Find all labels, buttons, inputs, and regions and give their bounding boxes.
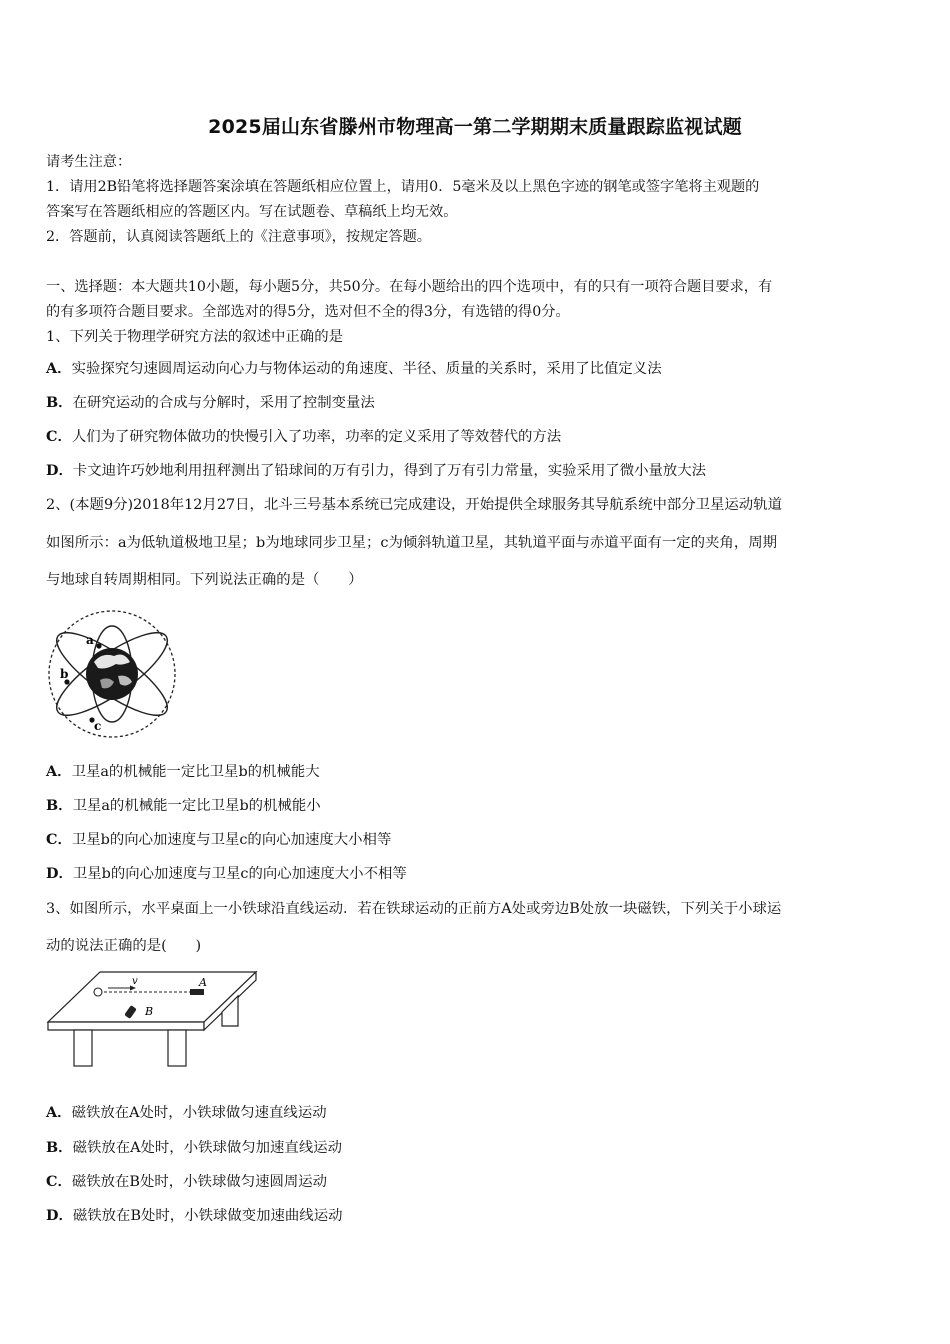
q1-option-b — [46, 393, 908, 413]
label-a: a — [86, 633, 94, 647]
option-text: 实验探究匀速圆周运动向心力与物体运动的角速度、半径、质量的关系时，采用了比值定义法 — [71, 361, 662, 377]
label-b: b — [60, 667, 69, 681]
q3-stem-line-1: 3、如图所示，水平桌面上一小铁球沿直线运动．若在铁球运动的正前方A处或旁边B处放一块磁铁，下列关于小球运 — [46, 901, 782, 917]
option-letter: A． — [46, 360, 72, 377]
option-letter: A． — [46, 763, 72, 780]
q2-option-a — [46, 762, 908, 782]
table-magnet-figure — [44, 966, 260, 1072]
option-letter: D． — [46, 865, 73, 882]
option-text: 在研究运动的合成与分解时，采用了控制变量法 — [72, 395, 375, 411]
label-B: B — [145, 1005, 154, 1018]
label-v: v — [132, 976, 138, 987]
option-text: 磁铁放在A处时，小铁球做匀速直线运动 — [71, 1105, 327, 1121]
table-front-edge — [48, 1022, 204, 1030]
q2-stem-line-2: 如图所示：a为低轨道极地卫星；b为地球同步卫星；c为倾斜轨道卫星，其轨道平面与赤道平面有一定的夹角，周期 — [46, 535, 777, 551]
q2-option-b — [46, 796, 908, 816]
option-text: 人们为了研究物体做功的快慢引入了功率，功率的定义采用了等效替代的方法 — [71, 429, 562, 445]
q1-option-c — [46, 427, 908, 447]
option-text: 卡文迪许巧妙地利用扭秤测出了铅球间的万有引力，得到了万有引力常量，实验采用了微小量放大法 — [72, 463, 707, 479]
magnet-a — [190, 989, 204, 995]
notice-item-2: 2．答题前，认真阅读答题纸上的《注意事项》，按规定答题。 — [46, 229, 431, 245]
option-text: 磁铁放在A处时，小铁球做匀加速直线运动 — [72, 1140, 342, 1156]
option-text: 卫星b的向心加速度与卫星c的向心加速度大小相等 — [71, 832, 392, 848]
satellite-a-dot — [96, 643, 101, 648]
option-text: 卫星a的机械能一定比卫星b的机械能大 — [71, 764, 320, 780]
notice-item-1-line-1: 1．请用2B铅笔将选择题答案涂填在答题纸相应位置上，请用0．5毫米及以上黑色字迹的钢笔或签字笔将主观题的 — [46, 179, 760, 195]
option-text: 卫星a的机械能一定比卫星b的机械能小 — [72, 798, 321, 814]
iron-ball — [94, 988, 102, 996]
option-text: 磁铁放在B处时，小铁球做匀速圆周运动 — [71, 1174, 328, 1190]
page-title: 2025届山东省滕州市物理高一第二学期期末质量跟踪监视试题 — [208, 116, 742, 138]
section-instructions-line-1: 一、选择题：本大题共10小题，每小题5分，共50分。在每小题给出的四个选项中，有的只有一项符合题目要求，有 — [46, 279, 773, 295]
q3-option-d — [46, 1206, 908, 1226]
option-letter: B． — [46, 1139, 73, 1156]
option-letter: B． — [46, 394, 73, 411]
q1-stem: 1、下列关于物理学研究方法的叙述中正确的是 — [46, 329, 343, 345]
q2-stem-line-1: 2、(本题9分)2018年12月27日，北斗三号基本系统已完成建设，开始提供全球服务其导航系统中部分卫星运动轨道 — [46, 497, 782, 513]
option-text: 卫星b的向心加速度与卫星c的向心加速度大小不相等 — [72, 866, 407, 882]
q3-option-c — [46, 1172, 908, 1192]
q3-stem-line-2: 动的说法正确的是( ) — [46, 938, 202, 954]
notice-heading: 请考生注意： — [46, 154, 132, 170]
table-leg-front-left — [74, 1030, 92, 1066]
q1-option-d — [46, 461, 908, 481]
q2-option-c — [46, 830, 908, 850]
q1-option-a — [46, 359, 908, 379]
q2-option-d — [46, 864, 908, 884]
table-leg-front-right — [168, 1030, 186, 1066]
option-letter: C． — [46, 831, 72, 848]
option-letter: C． — [46, 1173, 72, 1190]
label-A: A — [199, 976, 207, 989]
notice-item-1-line-2: 答案写在答题纸相应的答题区内。写在试题卷、草稿纸上均无效。 — [46, 204, 458, 220]
q3-option-b — [46, 1138, 908, 1158]
option-letter: C． — [46, 428, 72, 445]
option-letter: B． — [46, 797, 73, 814]
option-letter: A． — [46, 1104, 72, 1121]
label-c: c — [94, 719, 102, 733]
option-letter: D． — [46, 1207, 73, 1224]
option-text: 磁铁放在B处时，小铁球做变加速曲线运动 — [72, 1208, 343, 1224]
satellite-orbits-figure — [44, 606, 180, 744]
q2-stem-line-3: 与地球自转周期相同。下列说法正确的是（ ） — [46, 572, 363, 588]
q3-option-a — [46, 1103, 908, 1123]
section-instructions-line-2: 的有多项符合题目要求。全部选对的得5分，选对但不全的得3分，有选错的得0分。 — [46, 304, 570, 320]
option-letter: D． — [46, 462, 73, 479]
